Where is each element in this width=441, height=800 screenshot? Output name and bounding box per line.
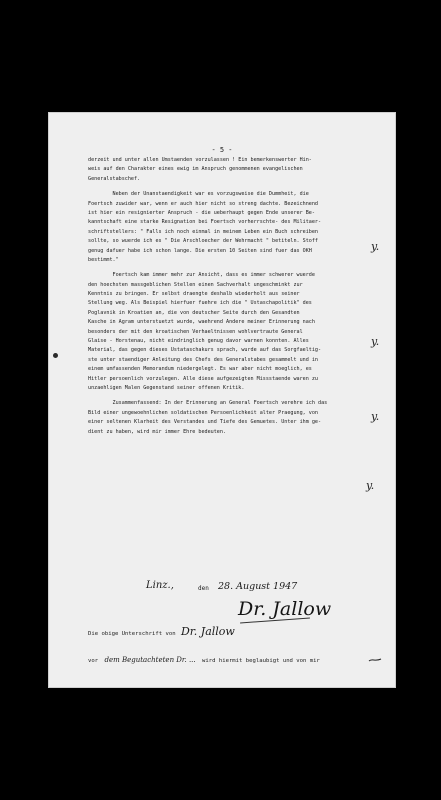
den-label: den [198,585,209,592]
text-line: bestimmt." [88,256,119,263]
margin-mark: y. [371,240,380,253]
text-line: einer seltenen Klarheit des Verstandes und Tiefe des Gemuetes. Unter ihm ge- [88,419,322,426]
text-line: Bild einer ungewoehnlichen soldatischen Persoenlichkeit alter Praegung, von [88,409,319,416]
date-handwritten: 28. August 1947 [218,581,298,592]
signature: Dr. Jallow [238,598,332,620]
text-line: Kasche in Agram unterstuetzt wurde, waehrend Andere meiner Erinnerung nach [88,319,315,326]
text-line: Stellung weg. Als Beispiel hierfuer fuehre ich die " Ustaschapolitik" des [88,300,312,307]
text-line: Generalstabschef. [88,175,141,182]
text-line: kanntschaft eine starke Resignation bei Foertsch vorherrschte- des Militaer- [88,219,322,226]
cert-text: Die obige Unterschrift von [88,631,176,637]
punch-hole [53,353,58,358]
text-line: Foertsch zuwider war, wenn er auch hier nicht so streng dachte. Bezeichnend [88,200,319,207]
text-line: derzeit und unter allen Umstaenden vorzulassen ! Ein bemerkenswerter Hin- [88,157,312,163]
cert-handwritten-name: Dr. Jallow [180,625,235,638]
text-line: Neben der Unanstaendigkeit war es vorzugsweise die Dummheit, die [88,191,309,198]
margin-mark: y. [366,479,375,492]
text-line: Hitler persoenlich vorzulegen. Alle diese aufgezeigten Missstaende waren zu [88,375,319,382]
certification-line-1 [88,625,235,638]
text-line: Material, das gegen dieses Ustataschakurs sprach, wurde auf das Sorgfaeltig- [88,347,322,354]
text-line: sollte, so wuerde ich es " Die Arschloecher der Wehrmacht " betiteln. Stoff [88,238,319,245]
text-line: Zusammenfassend: In der Erinnerung an General Foertsch verehre ich das [88,400,328,407]
continuation-mark [368,657,382,665]
cert-prefix: vor [88,658,99,664]
cert-suffix: wird hiermit beglaubigt und von mir [202,658,320,664]
text-line: ste unter staendiger Anleitung des Chefs des Generalstabes gesammelt und in [88,356,319,363]
text-line: Kenntnis zu bringen. Er selbst draengte deshalb wiederholt aus seiner [88,291,300,298]
text-line: dient zu haben, wird mir immer Ehre bedeuten. [88,428,227,435]
cert-handwritten-note: dem Begutachteten Dr. ... [104,656,196,664]
margin-mark: y. [371,410,380,423]
certification-line-2 [88,656,320,664]
text-line: einem umfassenden Memorandum niedergelegt. Es war aber nicht moeglich, es [88,366,312,373]
text-line: Poglavnik in Kroatien an, die von deutscher Seite durch den Gesandten [88,309,300,316]
document-page [48,112,396,688]
text-line: besonders der mit den kroatischen Verhaeltnissen wohlvertraute General [88,328,303,335]
text-line: den hoechsten massgeblichen Stellen einen Sachverhalt ungeschminkt zur [88,281,303,288]
text-line: ist hier ein resignierter Anspruch - die ueberhaupt gegen Ende unserer Be- [88,209,315,216]
page-number: - 5 - [211,146,233,154]
margin-mark: y. [371,335,380,348]
text-line: Foertsch kam immer mehr zur Ansicht, dass es immer schwerer wuerde [88,272,315,279]
document-body [88,156,372,437]
place-date-line [146,580,366,598]
text-line: schriftstellers: " Falls ich noch einmal in meinem Leben ein Buch schreiben [88,228,319,235]
text-line: genug dafuer habe ich schon lange. Die ersten 10 Seiten sind fuer das OKH [88,247,312,254]
text-line: Glaise - Horstenau, nicht eindringlich genug davor warnen konnten. Alles [88,338,309,345]
text-line: unzaehligen Malen Gegenstand seiner offenen Kritik. [88,384,245,391]
text-line: weis auf den Charakter eines ewig im Anspruch genommenen evangelischen [88,166,303,173]
place-handwritten: Linz., [146,580,174,591]
